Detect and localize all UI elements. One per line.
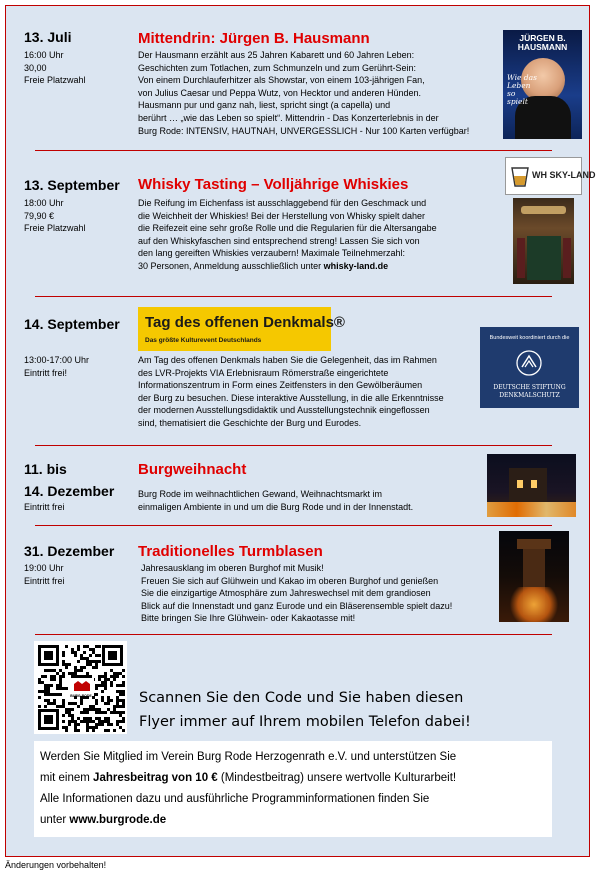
event-title: Burgweihnacht [138, 461, 247, 478]
membership-text-part: unter [40, 814, 70, 826]
event-description [138, 488, 413, 513]
banner-subtitle: Das größte Kulturevent Deutschlands [145, 337, 262, 344]
desc-line: Sie die einzigartige Atmosphäre zum Jahreswechsel mit dem grandiosen [141, 588, 431, 599]
stiftung-emblem-icon [514, 349, 544, 377]
christmas-market-image [487, 454, 576, 517]
event-meta [24, 49, 86, 87]
event-description [138, 354, 444, 430]
desc-line: die Weichheit der Whiskies! Bei der Herstellung von Whisky spielt daher [138, 210, 425, 221]
qr-label: BURG RODE [70, 694, 92, 698]
desc-line: Geschichten zum Totlachen, zum Schmunzeln und zum Gerührt-Sein: [138, 62, 416, 73]
separator-line [35, 150, 552, 151]
desc-line: Hausmann pur und ganz nah, liest, spricht singt (a capella) und [138, 100, 391, 111]
membership-line [40, 810, 456, 831]
desc-line: Am Tag des offenen Denkmals haben Sie die Gelegenheit, das im Rahmen [138, 355, 437, 365]
membership-fee: Jahresbeitrag von 10 € [93, 772, 218, 784]
event-meta [24, 562, 65, 587]
desc-line: einmaligen Ambiente in und um die Burg Rode und in der Innenstadt. [138, 501, 414, 512]
banner-title: Tag des offenen Denkmals® [145, 314, 345, 331]
stiftung-name-1: DEUTSCHE STIFTUNG [493, 384, 566, 391]
event-price: 30,00 [24, 62, 47, 73]
event-admission: Eintritt frei [24, 502, 65, 512]
event-date: 14. September [24, 316, 120, 332]
event-meta [24, 197, 86, 235]
desc-line: Jahresausklang im oberen Burghof mit Musik! [141, 563, 324, 573]
scan-text [139, 686, 471, 734]
website-link[interactable]: www.burgrode.de [69, 814, 167, 826]
event-time: 16:00 Uhr [24, 50, 64, 60]
event-admission: Eintritt frei [24, 575, 65, 586]
desc-line: Blick auf die Innenstadt und ganz Eurode und ein Bläserensemble spielt dazu! [141, 600, 453, 611]
event-title: Mittendrin: Jürgen B. Hausmann [138, 30, 370, 47]
poster-name-2: HAUSMANN [517, 42, 568, 52]
event-date: 13. Juli [24, 29, 72, 45]
whisky-land-link[interactable]: whisky-land.de [323, 260, 389, 271]
separator-line [35, 634, 552, 635]
whisky-land-logo [505, 157, 596, 195]
stiftung-logo [480, 327, 579, 408]
separator-line [35, 296, 552, 297]
desc-text: 30 Personen, Anmeldung ausschließlich unter [138, 260, 324, 271]
footer-note: Änderungen vorbehalten! [5, 860, 107, 870]
event-date: 13. September [24, 177, 120, 193]
qr-code-icon [34, 641, 127, 734]
scan-line: Scannen Sie den Code und Sie haben diesen [139, 690, 464, 706]
desc-line: Die Reifung im Eichenfass ist ausschlaggebend für den Geschmack und [138, 198, 427, 208]
desc-line: berührt … „wie das Leben so spielt“. Mittendrin - Das Konzerterlebnis in der [138, 112, 439, 123]
desc-line: die Reifezeit eine sehr große Rolle und die Regularien für die Altersangabe [138, 223, 437, 234]
event-meta [24, 354, 89, 379]
separator-line [35, 445, 552, 446]
stiftung-caption: Bundesweit koordiniert durch die [489, 335, 570, 341]
desc-line [138, 260, 437, 273]
event-meta [24, 501, 65, 514]
desc-line: des LVR-Projekts VIA Erlebnisraum Römerstraße eingerichtete [138, 367, 389, 378]
desc-line: sind, thematisiert die Geschichte der Burg und Eurodes. [138, 417, 362, 428]
desc-line: Freuen Sie sich auf Glühwein und Kakao im oberen Burghof und genießen [141, 575, 439, 586]
event-title: Traditionelles Turmblasen [138, 543, 323, 560]
denkmal-banner [138, 307, 345, 351]
whisky-glass-icon [509, 162, 531, 190]
membership-line: Alle Informationen dazu und ausführliche Programminformationen finden Sie [40, 793, 430, 805]
event-price: 79,90 € [24, 210, 55, 221]
event-date: 11. bis [24, 461, 67, 477]
desc-line: Burg Rode: INTENSIV, HAUTNAH, UNVERGESSLICH - Nur 100 Karten verfügbar! [138, 125, 470, 136]
desc-line: der modernen Ausstellungsdidaktik und Ausstellungstechnik eingeflossen [138, 405, 430, 416]
whisky-land-logo-text: WH SKY-LAND [532, 170, 596, 180]
scan-line: Flyer immer auf Ihrem mobilen Telefon dabei! [139, 714, 471, 730]
membership-line [40, 768, 456, 789]
desc-line: der Burg zu besuchen. Diese interaktive Ausstellung, in die alle Erkenntnisse [138, 392, 444, 403]
desc-line: Burg Rode im weihnachtlichen Gewand, Weihnachtsmarkt im [138, 489, 382, 499]
event-date-end: 14. Dezember [24, 483, 115, 499]
event-date: 31. Dezember [24, 543, 115, 559]
desc-line: Bitte bringen Sie Ihre Glühwein- oder Kakaotasse mit! [141, 613, 356, 624]
event-admission: Eintritt frei! [24, 367, 68, 378]
event-time: 19:00 Uhr [24, 563, 64, 573]
poster-slogan: Wie das Leben so spielt [507, 73, 537, 106]
membership-text-part: mit einem [40, 772, 94, 784]
desc-line: den lang gereiften Whiskies verzaubern! Maximale Teilnehmerzahl: [138, 248, 405, 259]
desc-line: Informationszentrum in Form eines Zeitfensters in den Gewölberäumen [138, 380, 423, 391]
tasting-room-image [513, 198, 574, 284]
separator-line [35, 525, 552, 526]
desc-line: auf den Whiskyfaschen sind entsprechend streng! Lassen Sie sich von [138, 235, 420, 246]
membership-line: Werden Sie Mitglied im Verein Burg Rode Herzogenrath e.V. und unterstützen Sie [40, 751, 457, 763]
event-description [138, 49, 469, 137]
event-seating: Freie Platzwahl [24, 223, 86, 233]
stiftung-name-2: DENKMALSCHUTZ [499, 392, 560, 399]
desc-line: von Julius Caesar und Peppa Wutz, von Hecktor und anderen Hünden. [138, 87, 422, 98]
membership-box [34, 741, 552, 837]
poster-name-1: JÜRGEN B. [519, 33, 566, 43]
membership-text [40, 747, 456, 831]
event-time: 18:00 Uhr [24, 198, 64, 208]
event-time: 13:00-17:00 Uhr [24, 355, 90, 365]
event-title: Whisky Tasting – Volljährige Whiskies [138, 176, 409, 193]
membership-text-part: (Mindestbeitrag) unsere wertvolle Kulturarbeit! [217, 772, 457, 784]
desc-line: Von einem Durchlauferhitzer als Showstar, von einem 103-jährigen Fan, [138, 75, 425, 86]
event-description [141, 562, 452, 625]
qr-code[interactable] [34, 641, 127, 734]
event-description [138, 197, 437, 273]
tower-night-image [499, 531, 569, 622]
hausmann-poster-image [503, 30, 582, 139]
desc-line: Der Hausmann erzählt aus 25 Jahren Kabarett und 60 Jahren Leben: [138, 50, 415, 60]
event-seating: Freie Platzwahl [24, 75, 86, 85]
